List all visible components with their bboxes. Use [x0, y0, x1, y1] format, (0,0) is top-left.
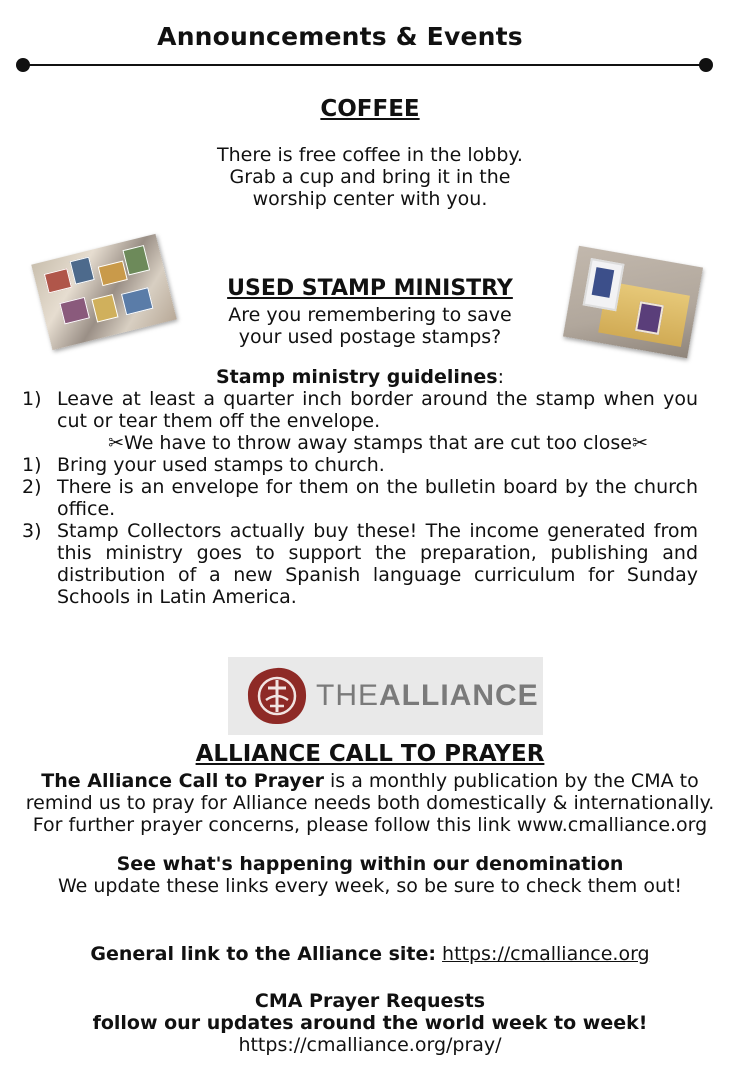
stamp-line: Are you remembering to save [228, 304, 512, 326]
divider-end-dot [699, 58, 713, 72]
alliance-wordmark [316, 679, 539, 713]
prayer-line: remind us to pray for Alliance needs both domestically & internationally. [25, 792, 715, 814]
list-text: Bring your used stamps to church. [57, 454, 385, 476]
general-link-row [0, 943, 740, 965]
guidelines-colon: : [497, 366, 504, 388]
call-to-prayer-text [0, 770, 740, 836]
general-link-label: General link to the Alliance site: [90, 943, 436, 965]
stamp-ministry-text [0, 304, 740, 348]
wordmark-light: THE [316, 679, 379, 712]
list-number: 2) [22, 476, 42, 498]
stamp-guidelines [22, 366, 698, 608]
cut-warning-note: ✂We have to throw away stamps that are cut too close✂ [108, 432, 648, 454]
stamp-ministry-heading: USED STAMP MINISTRY [227, 276, 513, 301]
alliance-logo [228, 657, 543, 735]
list-item [22, 454, 698, 476]
list-item [22, 388, 698, 432]
denomination-text: We update these links every week, so be sure to check them out! [57, 875, 683, 897]
guidelines-heading [22, 366, 698, 388]
list-item [22, 476, 698, 520]
alliance-site-link[interactable]: https://cmalliance.org [442, 943, 650, 965]
list-number: 1) [22, 388, 42, 410]
page-title: Announcements & Events [157, 22, 523, 51]
prayer-lead-rest: is a monthly publication by the CMA to [323, 770, 699, 792]
list-text: There is an envelope for them on the bulletin board by the church office. [57, 476, 698, 520]
list-text: Stamp Collectors actually buy these! The income generated from this ministry goes to support the preparation, publishing and distribution of a new Spanish language curriculum for Sunday Schools in Latin America. [57, 520, 698, 608]
list-item [22, 520, 698, 608]
prayer-line: For further prayer concerns, please follow this link www.cmalliance.org [32, 814, 708, 836]
stamp-line: your used postage stamps? [238, 326, 502, 348]
publication-name: The Alliance Call to Prayer [41, 770, 324, 792]
wordmark-bold: ALLIANCE [379, 679, 539, 712]
cma-prayer-subheading: follow our updates around the world week to week! [92, 1012, 648, 1034]
prayer-line [0, 770, 740, 792]
header-divider [22, 64, 706, 66]
call-to-prayer-heading: ALLIANCE CALL TO PRAYER [195, 741, 545, 767]
coffee-line: worship center with you. [252, 188, 488, 210]
alliance-seal-icon [246, 666, 308, 726]
coffee-text [0, 144, 740, 210]
cma-prayer-heading: CMA Prayer Requests [254, 990, 486, 1012]
list-text: Leave at least a quarter inch border around the stamp when you cut or tear them off the envelope. [57, 388, 698, 432]
list-number: 3) [22, 520, 42, 542]
list-number: 1) [22, 454, 42, 476]
coffee-line: Grab a cup and bring it in the [229, 166, 511, 188]
coffee-heading: COFFEE [320, 96, 420, 122]
guidelines-heading-text: Stamp ministry guidelines [216, 366, 498, 388]
cma-prayer-requests [0, 990, 740, 1056]
coffee-line: There is free coffee in the lobby. [217, 144, 523, 166]
cma-prayer-link[interactable]: https://cmalliance.org/pray/ [238, 1034, 502, 1056]
denomination-heading: See what's happening within our denomination [116, 853, 624, 875]
